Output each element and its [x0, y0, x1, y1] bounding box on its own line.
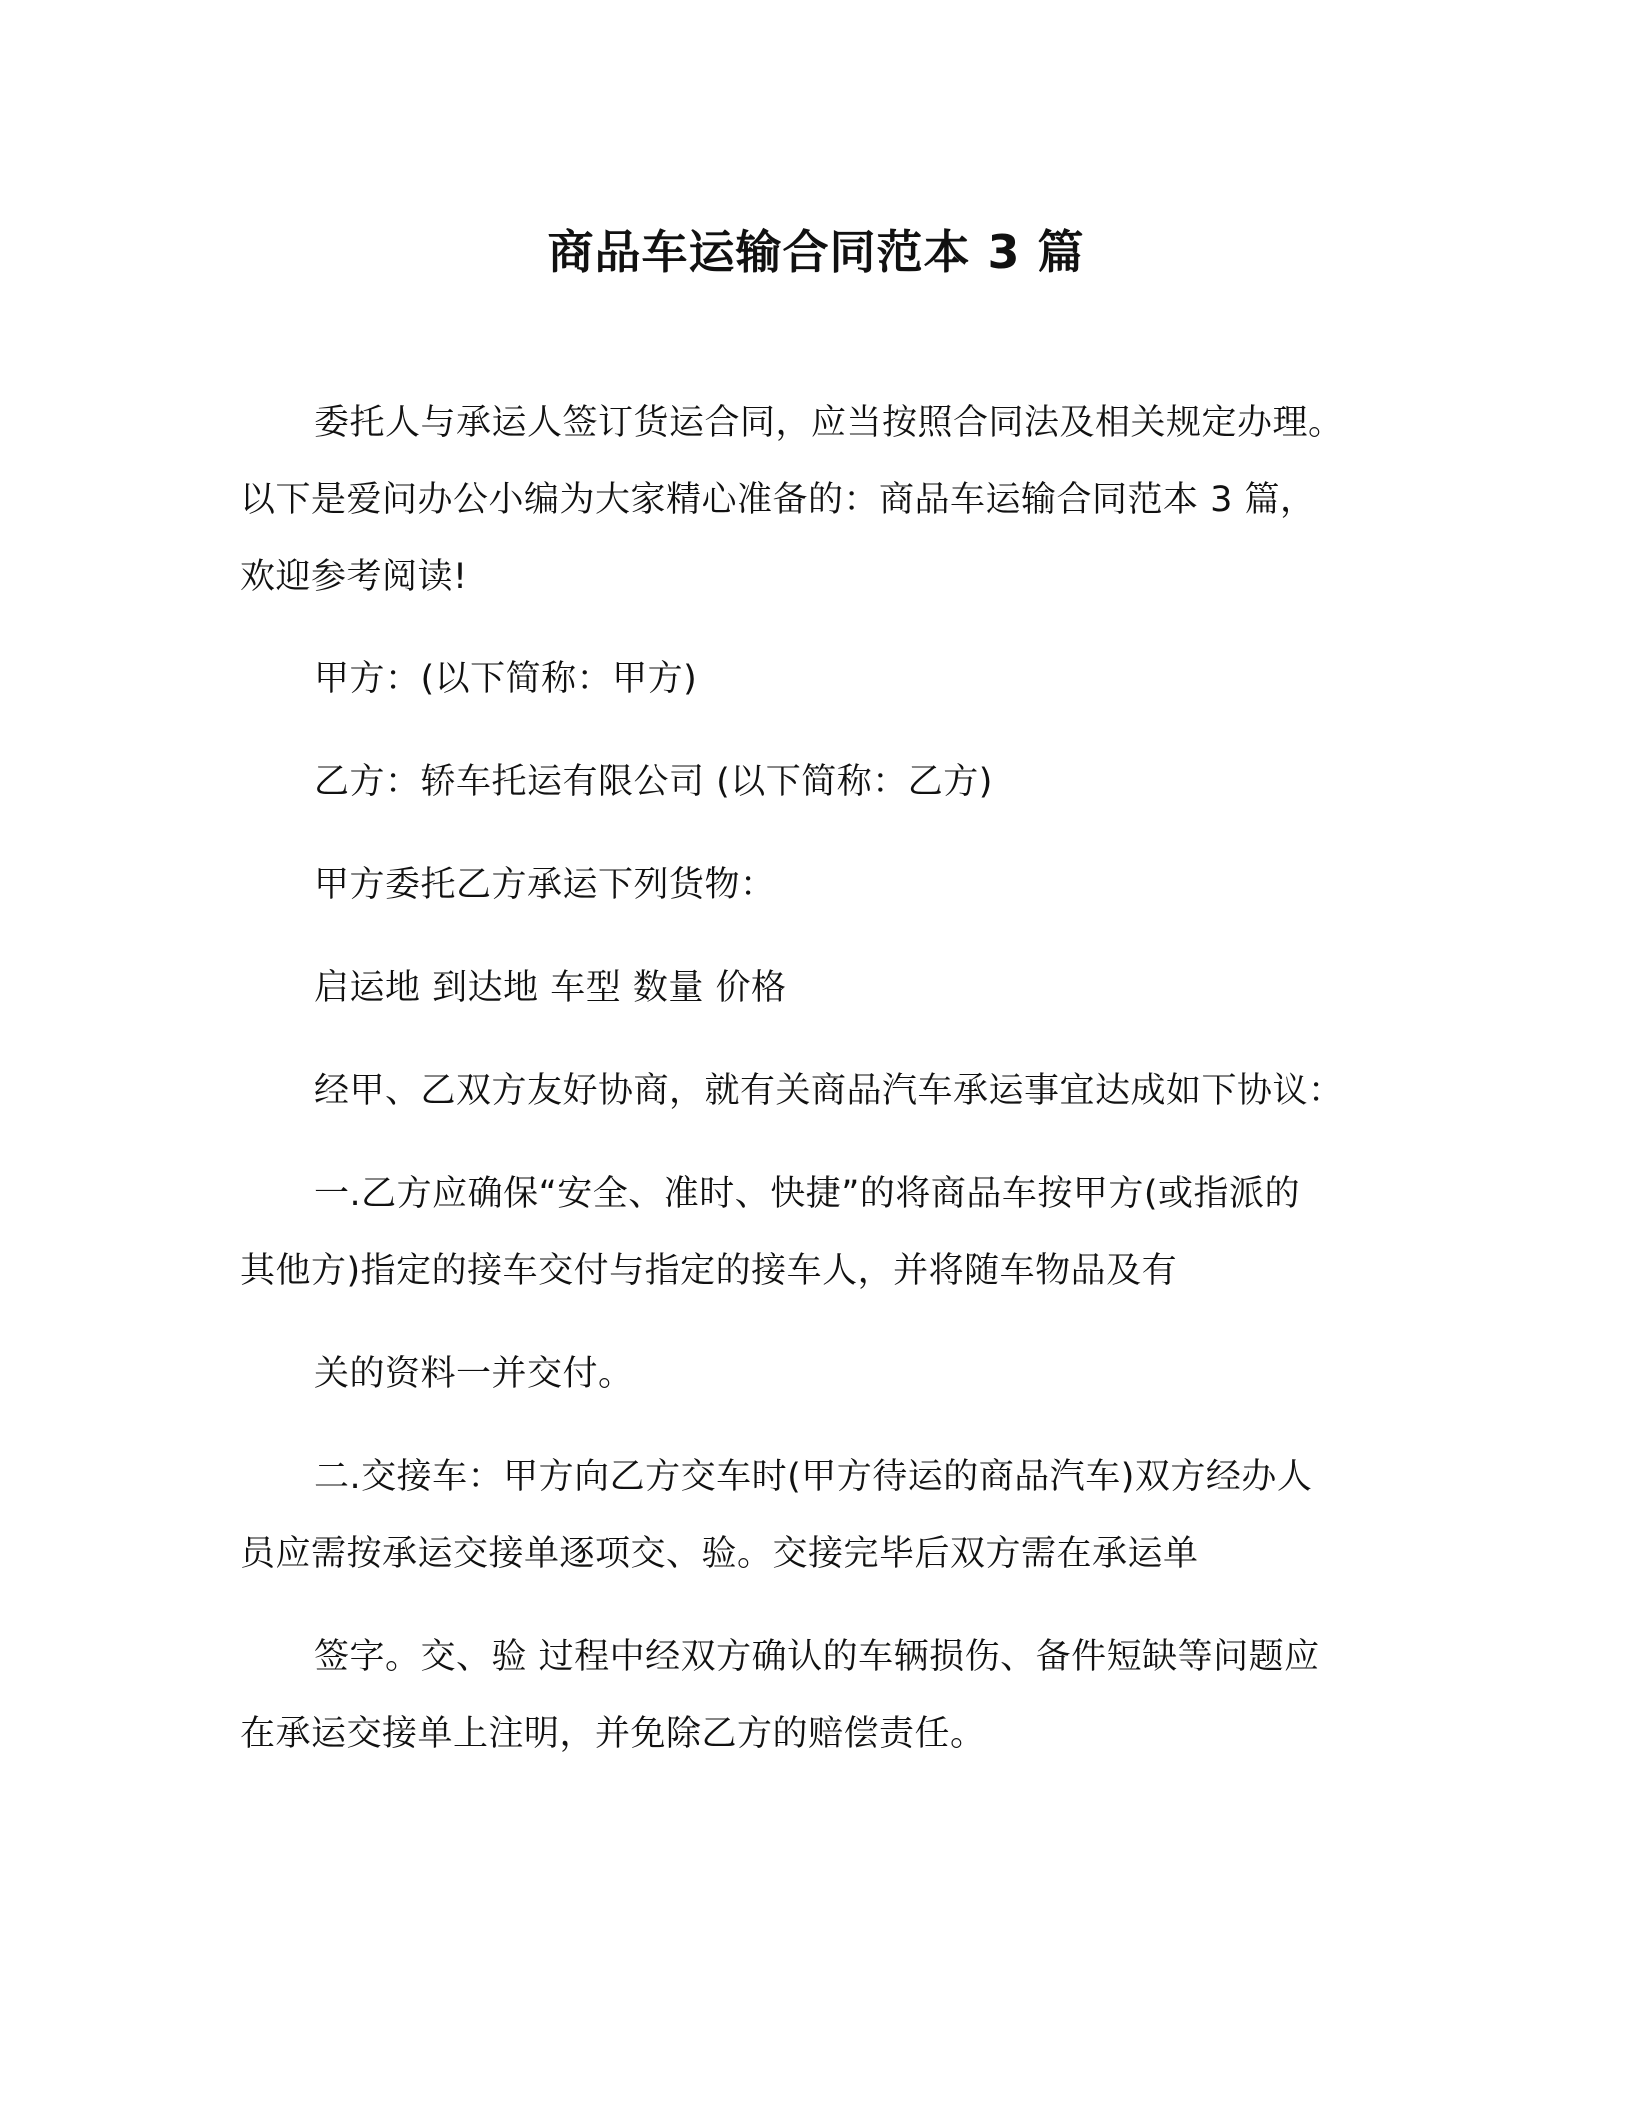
- paragraph-line: 签字。交、验 过程中经双方确认的车辆损伤、备件短缺等问题应: [314, 1637, 1320, 1677]
- paragraph-line: 乙方：轿车托运有限公司 (以下简称：乙方): [314, 762, 993, 802]
- paragraph-line: 二.交接车：甲方向乙方交车时(甲方待运的商品汽车)双方经办人: [314, 1457, 1313, 1497]
- paragraph-line: 甲方：(以下简称：甲方): [314, 659, 698, 699]
- paragraph-line: 关的资料一并交付。: [314, 1354, 634, 1394]
- paragraph-line: 委托人与承运人签订货运合同，应当按照合同法及相关规定办理。: [314, 403, 1344, 443]
- paragraph-line: 甲方委托乙方承运下列货物：: [314, 865, 776, 905]
- paragraph-line: 欢迎参考阅读!: [240, 557, 468, 597]
- paragraph-line: 员应需按承运交接单逐项交、验。交接完毕后双方需在承运单: [240, 1534, 1199, 1574]
- paragraph-line: 以下是爱问办公小编为大家精心准备的：商品车运输合同范本 3 篇，: [240, 480, 1316, 520]
- paragraph-line: 经甲、乙双方友好协商，就有关商品汽车承运事宜达成如下协议：: [314, 1071, 1344, 1111]
- paragraph-line: 启运地 到达地 车型 数量 价格: [314, 968, 787, 1008]
- paragraph-line: 在承运交接单上注明，并免除乙方的赔偿责任。: [240, 1714, 986, 1754]
- document-title: 商品车运输合同范本 3 篇: [547, 225, 1085, 279]
- paragraph-line: 一.乙方应确保“安全、准时、快捷”的将商品车按甲方(或指派的: [314, 1174, 1301, 1214]
- paragraph-line: 其他方)指定的接车交付与指定的接车人，并将随车物品及有: [240, 1251, 1178, 1291]
